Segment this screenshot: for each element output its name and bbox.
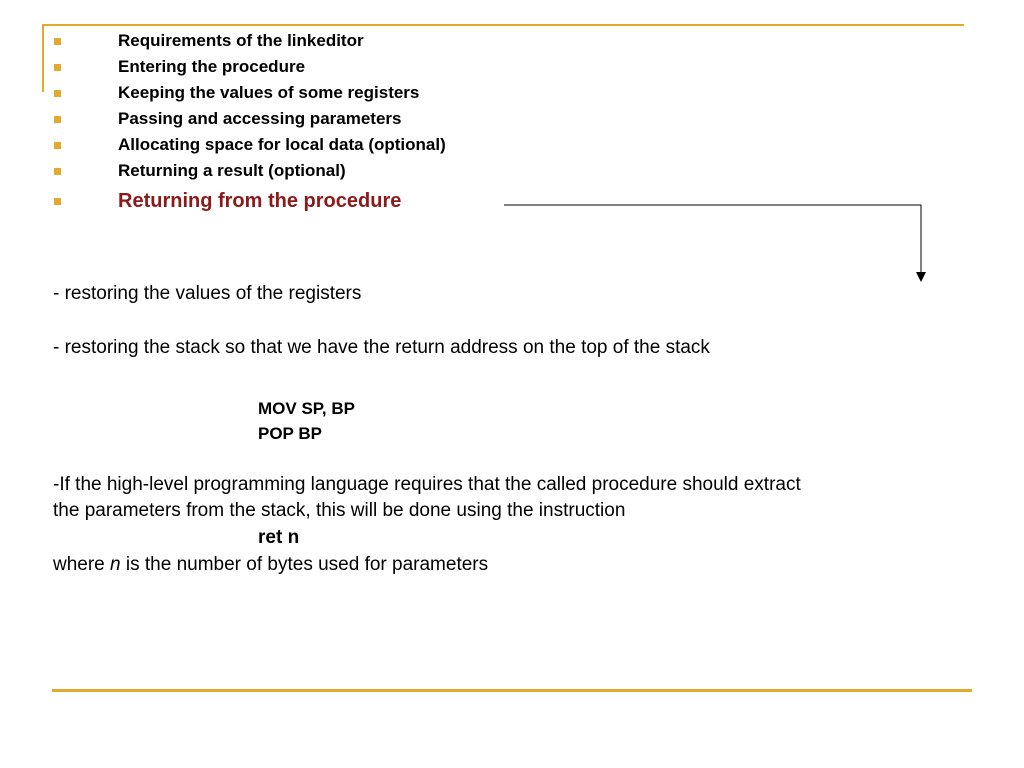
bottom-divider-line	[52, 689, 972, 692]
restore-registers-text: - restoring the values of the registers	[53, 283, 362, 304]
arrow-head-icon	[916, 272, 926, 282]
square-bullet-icon	[54, 64, 61, 71]
current-topic-heading: Returning from the procedure	[118, 190, 402, 212]
extract-text-line1: -If the high-level programming language requires that the called procedure should extract	[53, 474, 801, 495]
square-bullet-icon	[54, 38, 61, 45]
bullet-text: Keeping the values of some registers	[118, 83, 420, 102]
bullet-text: Entering the procedure	[118, 57, 306, 76]
where-explanation	[53, 552, 488, 578]
square-bullet-icon	[54, 168, 61, 175]
bullet-text: Requirements of the linkeditor	[118, 31, 364, 50]
square-bullet-icon	[54, 198, 61, 205]
square-bullet-icon	[54, 142, 61, 149]
top-divider-line	[42, 24, 964, 26]
code-line-pop: POP BP	[258, 424, 322, 443]
restore-stack-text: - restoring the stack so that we have the return address on the top of the stack	[53, 337, 710, 358]
where-prefix: where	[53, 554, 105, 575]
extract-text-line2: the parameters from the stack, this will be done using the instruction	[53, 500, 626, 521]
connector-arrow-line	[504, 205, 921, 274]
bullet-text: Returning a result (optional)	[118, 161, 346, 180]
bullet-text: Allocating space for local data (optional)	[118, 135, 446, 154]
left-divider-line	[42, 24, 44, 92]
ret-instruction: ret n	[258, 527, 300, 548]
square-bullet-icon	[54, 90, 61, 97]
code-line-mov: MOV SP, BP	[258, 399, 355, 418]
bullet-text: Passing and accessing parameters	[118, 109, 402, 128]
where-suffix: is the number of bytes used for parameters	[125, 554, 489, 575]
where-variable: n	[110, 554, 121, 575]
square-bullet-icon	[54, 116, 61, 123]
